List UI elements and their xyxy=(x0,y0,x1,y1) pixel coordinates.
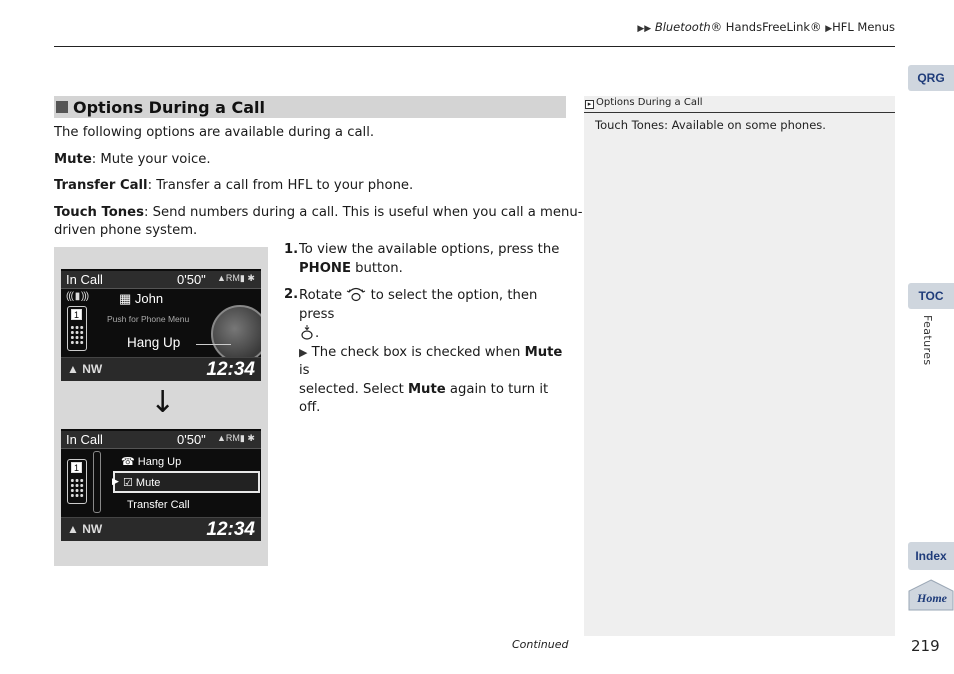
screen-header xyxy=(61,271,261,289)
screen-title: In Call xyxy=(66,432,103,447)
breadcrumb-arrow-icon: ▶▶ xyxy=(637,24,652,34)
option-term: Transfer Call xyxy=(54,178,148,193)
option-desc: : Transfer a call from HFL to your phone. xyxy=(147,178,414,193)
option-mute xyxy=(54,151,211,170)
continued-label: Continued xyxy=(512,638,569,651)
side-note-header xyxy=(584,96,895,113)
phone-icon xyxy=(67,306,87,351)
menu-item-hang-up[interactable]: ☎ Hang Up xyxy=(121,456,182,468)
step-text: Rotate xyxy=(299,288,343,303)
rotate-dial-icon xyxy=(346,286,366,302)
section-title: Options During a Call xyxy=(73,97,265,117)
call-timer: 0'50" xyxy=(177,432,206,447)
step-text: button. xyxy=(350,260,403,276)
signal-waves-icon: ((( ▮ ))) xyxy=(66,291,89,302)
step-text: to select the option, then press xyxy=(299,288,538,322)
options-screen xyxy=(61,429,261,541)
option-term: Mute xyxy=(54,152,92,167)
breadcrumb xyxy=(637,20,895,34)
screen-title: In Call xyxy=(66,272,103,287)
selection-arrow-icon: ▶ xyxy=(112,476,119,486)
caller-name-text: John xyxy=(134,291,164,306)
phone-number-badge: 1 xyxy=(71,309,82,320)
push-phone-menu-text: Push for Phone Menu xyxy=(107,314,190,324)
call-timer: 0'50" xyxy=(177,272,206,287)
step-text: To view the available options, press the xyxy=(299,242,560,257)
step-2: 2. Rotate to select the option, then press . ▶ The check box is checked when Mute is selected. Select Mute again to turn it off. xyxy=(284,287,563,415)
side-note-title[interactable]: Options During a Call xyxy=(596,97,703,108)
step-note: The check box is checked when xyxy=(311,344,521,360)
toc-button[interactable]: TOC xyxy=(908,283,954,309)
caller-name: ▦ John xyxy=(119,291,164,306)
phone-number-badge: 1 xyxy=(71,462,82,473)
breadcrumb-part-1: Bluetooth xyxy=(654,20,711,34)
signal-icon: ▲RM▮ ✱ xyxy=(217,273,255,283)
option-touch-tones xyxy=(54,204,582,223)
header-rule xyxy=(54,46,895,47)
compass-heading: ▲ NW xyxy=(67,362,103,376)
side-note-panel xyxy=(584,96,895,636)
compass-heading: ▲ NW xyxy=(67,522,103,536)
section-square-icon xyxy=(56,101,68,113)
mute-label: Mute xyxy=(524,344,563,360)
result-arrow-icon: ▶ xyxy=(299,345,308,359)
menu-item-label: Mute xyxy=(135,477,161,489)
option-transfer-call xyxy=(54,177,413,196)
home-button[interactable] xyxy=(908,579,954,611)
hang-up-label: Hang Up xyxy=(127,335,181,350)
in-call-screen xyxy=(61,269,261,381)
screen-footer xyxy=(61,357,261,381)
option-desc-continued: driven phone system. xyxy=(54,223,198,238)
screen-figure xyxy=(54,247,268,566)
selector-dial-icon xyxy=(211,305,261,363)
index-button[interactable]: Index xyxy=(908,542,954,570)
home-label: Home xyxy=(917,591,947,605)
keypad-icon xyxy=(70,478,84,498)
signal-icon: ▲RM▮ ✱ xyxy=(217,433,255,443)
clock: 12:34 xyxy=(206,359,255,380)
step-note: again to turn it off. xyxy=(299,381,549,415)
section-tab-label: Features xyxy=(921,315,934,366)
down-arrow-icon: ↓ xyxy=(150,385,176,420)
leader-line xyxy=(196,344,231,345)
screen-header xyxy=(61,431,261,449)
clock: 12:34 xyxy=(206,519,255,540)
keypad-icon xyxy=(70,325,84,345)
option-term: Touch Tones xyxy=(54,205,144,220)
page-number: 219 xyxy=(911,637,940,655)
rm-label: RM xyxy=(225,273,240,283)
step-note: selected. Select xyxy=(299,381,404,397)
step-number: 1. xyxy=(284,242,299,257)
menu-item-label: Hang Up xyxy=(137,456,182,468)
press-dial-icon xyxy=(299,324,315,340)
intro-text: The following options are available during a call. xyxy=(54,125,375,140)
compass-text: NW xyxy=(82,522,103,536)
breadcrumb-part-2: ® HandsFreeLink® xyxy=(710,20,822,34)
screen-footer xyxy=(61,517,261,541)
rm-label: RM xyxy=(225,433,240,443)
compass-text: NW xyxy=(82,362,103,376)
step-number: 2. xyxy=(284,287,299,302)
menu-item-transfer-call[interactable]: Transfer Call xyxy=(127,499,190,511)
note-marker-icon: ▸ xyxy=(585,100,594,109)
option-desc: : Mute your voice. xyxy=(91,152,211,167)
phone-icon xyxy=(67,459,87,504)
option-desc: : Send numbers during a call. This is useful when you call a menu- xyxy=(143,205,583,220)
step-1 xyxy=(284,241,568,278)
phone-button-label: PHONE xyxy=(299,260,351,276)
side-note-text: Touch Tones: Available on some phones. xyxy=(595,118,826,132)
section-header xyxy=(54,96,566,118)
breadcrumb-part-3[interactable]: HFL Menus xyxy=(832,20,895,34)
qrg-button[interactable]: QRG xyxy=(908,65,954,91)
step-note: is xyxy=(299,363,310,378)
scroll-rail xyxy=(93,451,101,513)
menu-item-mute[interactable]: ☑ Mute xyxy=(123,477,161,489)
breadcrumb-arrow-icon: ▶ xyxy=(825,24,833,34)
mute-label: Mute xyxy=(407,381,446,397)
